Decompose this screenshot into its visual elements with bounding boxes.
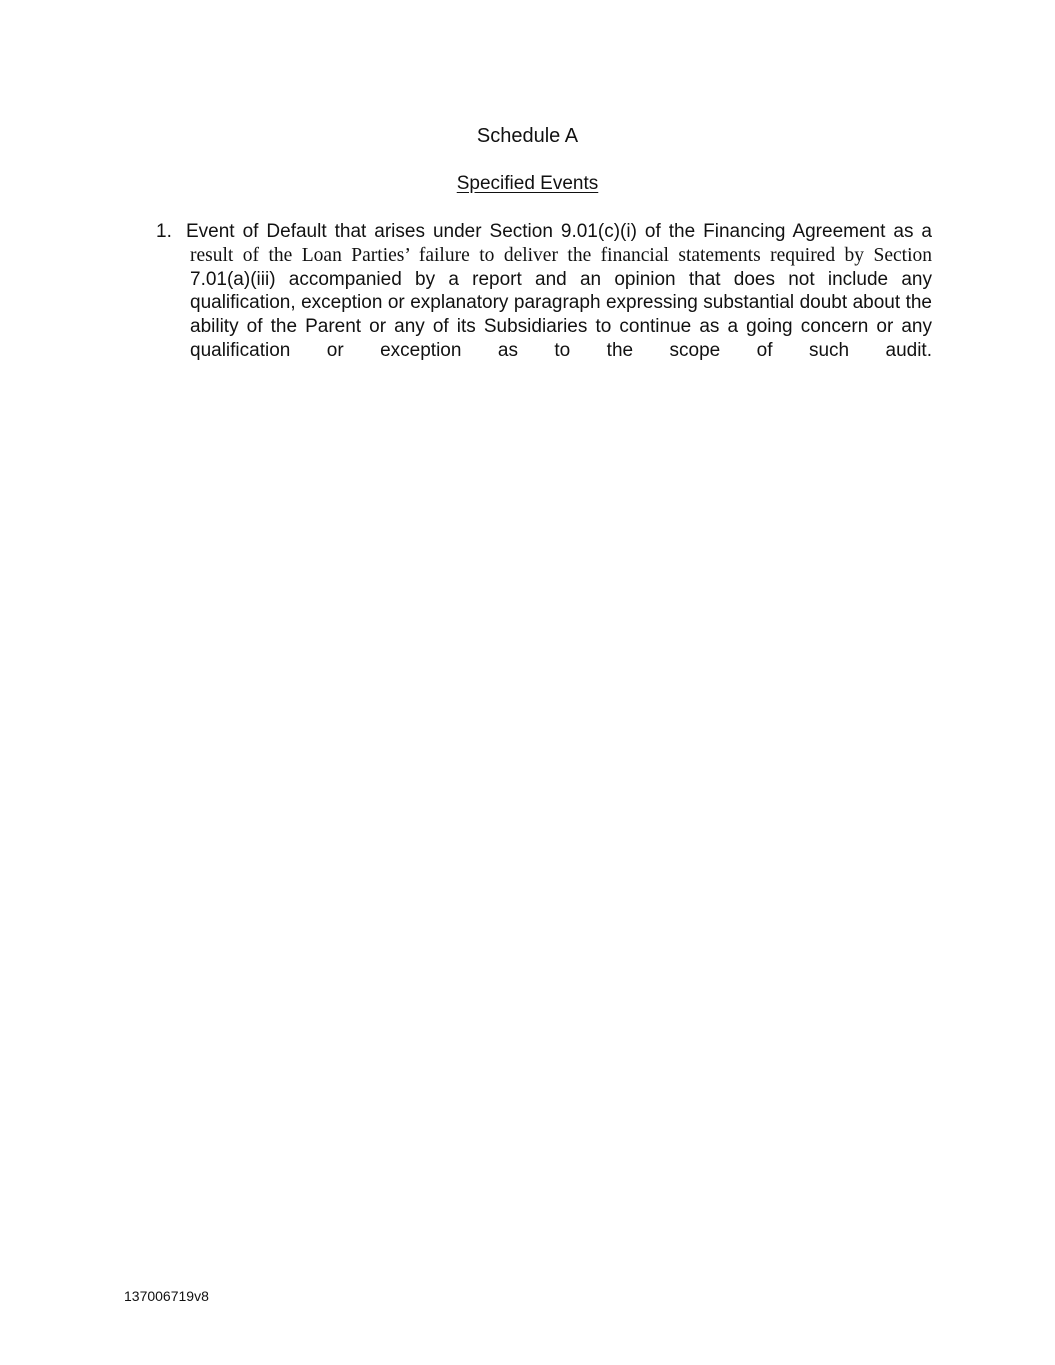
list-item-text — [186, 220, 932, 363]
list-item-text-part3: 7.01(a)(iii) accompanied by a report and an opinion that does not include any qualification, exception or explanatory paragraph expressing substantial doubt about the ability of the Parent or any of its Subsidiaries to continue as a going concern or any qualification or exception as to the scope of such audit. — [190, 268, 932, 361]
section-heading — [0, 172, 1055, 196]
list-item-text-part2: result of the Loan Parties’ failure to deliver the financial statements required by Section — [190, 244, 932, 266]
list-item — [156, 220, 932, 363]
list-item-number: 1. — [156, 221, 172, 242]
document-id-footer: 137006719v8 — [124, 1288, 209, 1304]
list-item-text-part1: Event of Default that arises under Section 9.01(c)(i) of the Financing Agreement as a — [186, 221, 932, 242]
section-heading-text: Specified Events — [456, 173, 599, 194]
schedule-title: Schedule A — [476, 125, 579, 147]
